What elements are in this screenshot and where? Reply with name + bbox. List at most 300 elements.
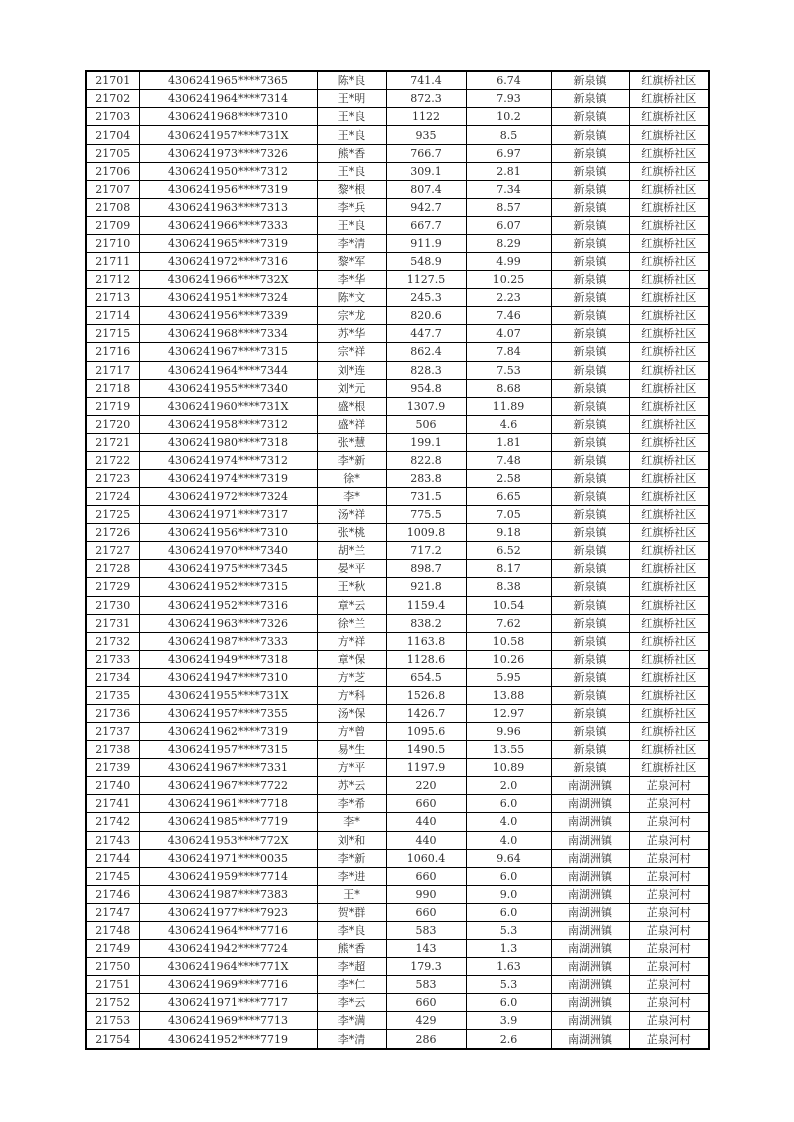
cell-town: 新泉镇 [551, 542, 629, 560]
cell-masked-id-number: 4306241972****7316 [139, 253, 317, 271]
cell-serial-number: 21709 [86, 216, 139, 234]
cell-amount-primary: 548.9 [386, 253, 466, 271]
cell-amount-secondary: 10.26 [466, 650, 551, 668]
table-row [86, 632, 709, 650]
cell-amount-secondary: 5.3 [466, 921, 551, 939]
cell-town: 新泉镇 [551, 650, 629, 668]
cell-amount-primary: 1197.9 [386, 759, 466, 777]
cell-masked-id-number: 4306241965****7319 [139, 234, 317, 252]
cell-masked-id-number: 4306241987****7383 [139, 885, 317, 903]
cell-amount-primary: 179.3 [386, 958, 466, 976]
cell-amount-primary: 775.5 [386, 506, 466, 524]
cell-masked-id-number: 4306241968****7310 [139, 108, 317, 126]
cell-masked-id-number: 4306241965****7365 [139, 71, 317, 90]
cell-amount-primary: 807.4 [386, 180, 466, 198]
cell-masked-id-number: 4306241958****7312 [139, 415, 317, 433]
cell-village: 红旗桥社区 [629, 361, 709, 379]
cell-masked-name: 胡*兰 [317, 542, 386, 560]
cell-amount-primary: 199.1 [386, 433, 466, 451]
table-row [86, 415, 709, 433]
cell-masked-id-number: 4306241973****7326 [139, 144, 317, 162]
cell-masked-name: 方*祥 [317, 632, 386, 650]
cell-town: 新泉镇 [551, 108, 629, 126]
cell-village: 红旗桥社区 [629, 343, 709, 361]
cell-masked-id-number: 4306241967****7331 [139, 759, 317, 777]
cell-town: 新泉镇 [551, 469, 629, 487]
cell-masked-id-number: 4306241963****7313 [139, 198, 317, 216]
cell-town: 新泉镇 [551, 144, 629, 162]
cell-amount-primary: 921.8 [386, 578, 466, 596]
table-row [86, 488, 709, 506]
cell-town: 新泉镇 [551, 560, 629, 578]
cell-amount-primary: 220 [386, 777, 466, 795]
cell-town: 新泉镇 [551, 415, 629, 433]
cell-serial-number: 21730 [86, 596, 139, 614]
cell-serial-number: 21733 [86, 650, 139, 668]
table-row [86, 307, 709, 325]
cell-masked-id-number: 4306241951****7324 [139, 289, 317, 307]
cell-village: 芷泉河村 [629, 1012, 709, 1030]
table-row [86, 90, 709, 108]
cell-town: 新泉镇 [551, 723, 629, 741]
cell-serial-number: 21747 [86, 903, 139, 921]
cell-village: 红旗桥社区 [629, 379, 709, 397]
cell-village: 红旗桥社区 [629, 433, 709, 451]
cell-masked-id-number: 4306241964****771X [139, 958, 317, 976]
table-row [86, 867, 709, 885]
table-row [86, 433, 709, 451]
cell-serial-number: 21752 [86, 994, 139, 1012]
cell-masked-name: 章*保 [317, 650, 386, 668]
cell-amount-primary: 654.5 [386, 668, 466, 686]
cell-amount-primary: 990 [386, 885, 466, 903]
cell-town: 南湖洲镇 [551, 849, 629, 867]
cell-town: 新泉镇 [551, 180, 629, 198]
cell-amount-primary: 1128.6 [386, 650, 466, 668]
cell-village: 芷泉河村 [629, 940, 709, 958]
cell-amount-secondary: 6.07 [466, 216, 551, 234]
cell-town: 南湖洲镇 [551, 940, 629, 958]
cell-amount-secondary: 4.0 [466, 813, 551, 831]
cell-amount-secondary: 9.96 [466, 723, 551, 741]
cell-masked-name: 王*良 [317, 162, 386, 180]
cell-masked-name: 苏*华 [317, 325, 386, 343]
records-table [85, 70, 710, 1050]
cell-amount-secondary: 8.17 [466, 560, 551, 578]
cell-amount-primary: 1127.5 [386, 271, 466, 289]
cell-masked-name: 贺*群 [317, 903, 386, 921]
cell-serial-number: 21714 [86, 307, 139, 325]
cell-amount-primary: 1526.8 [386, 686, 466, 704]
cell-amount-primary: 935 [386, 126, 466, 144]
cell-serial-number: 21717 [86, 361, 139, 379]
cell-village: 红旗桥社区 [629, 686, 709, 704]
cell-masked-id-number: 4306241985****7719 [139, 813, 317, 831]
cell-masked-name: 熊*香 [317, 144, 386, 162]
cell-village: 红旗桥社区 [629, 271, 709, 289]
cell-amount-primary: 766.7 [386, 144, 466, 162]
cell-masked-name: 徐* [317, 469, 386, 487]
cell-village: 芷泉河村 [629, 777, 709, 795]
cell-amount-primary: 1159.4 [386, 596, 466, 614]
cell-masked-name: 李* [317, 813, 386, 831]
cell-serial-number: 21753 [86, 1012, 139, 1030]
cell-amount-secondary: 4.6 [466, 415, 551, 433]
cell-amount-primary: 660 [386, 994, 466, 1012]
cell-village: 红旗桥社区 [629, 596, 709, 614]
cell-town: 南湖洲镇 [551, 976, 629, 994]
cell-village: 红旗桥社区 [629, 108, 709, 126]
cell-town: 新泉镇 [551, 343, 629, 361]
cell-village: 芷泉河村 [629, 813, 709, 831]
cell-serial-number: 21724 [86, 488, 139, 506]
cell-town: 南湖洲镇 [551, 958, 629, 976]
cell-amount-secondary: 9.0 [466, 885, 551, 903]
cell-village: 红旗桥社区 [629, 325, 709, 343]
table-row [86, 71, 709, 90]
cell-village: 芷泉河村 [629, 885, 709, 903]
cell-village: 芷泉河村 [629, 867, 709, 885]
cell-masked-name: 刘*元 [317, 379, 386, 397]
cell-village: 红旗桥社区 [629, 741, 709, 759]
cell-amount-secondary: 2.6 [466, 1030, 551, 1049]
cell-amount-secondary: 7.05 [466, 506, 551, 524]
cell-masked-name: 黎*根 [317, 180, 386, 198]
cell-village: 芷泉河村 [629, 903, 709, 921]
cell-village: 芷泉河村 [629, 849, 709, 867]
cell-masked-name: 方*平 [317, 759, 386, 777]
cell-amount-primary: 440 [386, 813, 466, 831]
cell-town: 新泉镇 [551, 433, 629, 451]
table-row [86, 831, 709, 849]
cell-amount-primary: 660 [386, 903, 466, 921]
table-row [86, 216, 709, 234]
table-row [86, 813, 709, 831]
table-row [86, 704, 709, 722]
table-row [86, 180, 709, 198]
cell-masked-id-number: 4306241967****7315 [139, 343, 317, 361]
cell-amount-secondary: 8.5 [466, 126, 551, 144]
cell-amount-primary: 660 [386, 867, 466, 885]
cell-village: 红旗桥社区 [629, 234, 709, 252]
cell-masked-name: 李*清 [317, 1030, 386, 1049]
cell-amount-primary: 862.4 [386, 343, 466, 361]
cell-masked-name: 陈*文 [317, 289, 386, 307]
cell-amount-secondary: 9.64 [466, 849, 551, 867]
cell-masked-name: 黎*军 [317, 253, 386, 271]
cell-amount-secondary: 6.97 [466, 144, 551, 162]
cell-masked-name: 汤*祥 [317, 506, 386, 524]
cell-masked-name: 章*云 [317, 596, 386, 614]
cell-amount-secondary: 13.88 [466, 686, 551, 704]
table-row [86, 560, 709, 578]
cell-masked-id-number: 4306241956****7319 [139, 180, 317, 198]
table-row [86, 144, 709, 162]
cell-serial-number: 21723 [86, 469, 139, 487]
cell-masked-id-number: 4306241980****7318 [139, 433, 317, 451]
cell-serial-number: 21728 [86, 560, 139, 578]
table-row [86, 361, 709, 379]
cell-masked-name: 李*良 [317, 921, 386, 939]
cell-masked-id-number: 4306241953****772X [139, 831, 317, 849]
cell-town: 南湖洲镇 [551, 903, 629, 921]
cell-amount-secondary: 7.48 [466, 451, 551, 469]
cell-village: 红旗桥社区 [629, 415, 709, 433]
cell-serial-number: 21727 [86, 542, 139, 560]
table-row [86, 271, 709, 289]
cell-masked-id-number: 4306241969****7713 [139, 1012, 317, 1030]
cell-amount-secondary: 6.0 [466, 994, 551, 1012]
cell-village: 红旗桥社区 [629, 144, 709, 162]
cell-masked-name: 李*华 [317, 271, 386, 289]
cell-masked-id-number: 4306241972****7324 [139, 488, 317, 506]
cell-amount-primary: 1009.8 [386, 524, 466, 542]
cell-masked-name: 王*秋 [317, 578, 386, 596]
cell-town: 新泉镇 [551, 271, 629, 289]
cell-village: 红旗桥社区 [629, 469, 709, 487]
cell-serial-number: 21710 [86, 234, 139, 252]
cell-serial-number: 21737 [86, 723, 139, 741]
cell-village: 芷泉河村 [629, 1030, 709, 1049]
table-row [86, 343, 709, 361]
cell-town: 新泉镇 [551, 578, 629, 596]
table-row [86, 958, 709, 976]
cell-amount-secondary: 2.58 [466, 469, 551, 487]
cell-amount-secondary: 4.07 [466, 325, 551, 343]
cell-amount-secondary: 10.2 [466, 108, 551, 126]
cell-town: 新泉镇 [551, 741, 629, 759]
cell-masked-id-number: 4306241956****7339 [139, 307, 317, 325]
cell-amount-secondary: 4.99 [466, 253, 551, 271]
cell-serial-number: 21739 [86, 759, 139, 777]
table-row [86, 668, 709, 686]
cell-amount-secondary: 6.0 [466, 903, 551, 921]
table-row [86, 741, 709, 759]
cell-masked-name: 李*新 [317, 451, 386, 469]
cell-amount-secondary: 7.84 [466, 343, 551, 361]
cell-village: 红旗桥社区 [629, 560, 709, 578]
records-table-body [86, 71, 709, 1049]
cell-town: 南湖洲镇 [551, 1012, 629, 1030]
table-row [86, 524, 709, 542]
cell-village: 红旗桥社区 [629, 759, 709, 777]
cell-amount-secondary: 1.3 [466, 940, 551, 958]
table-row [86, 108, 709, 126]
cell-amount-primary: 898.7 [386, 560, 466, 578]
cell-amount-primary: 143 [386, 940, 466, 958]
cell-serial-number: 21718 [86, 379, 139, 397]
cell-village: 红旗桥社区 [629, 126, 709, 144]
cell-amount-secondary: 6.74 [466, 71, 551, 90]
cell-amount-secondary: 8.57 [466, 198, 551, 216]
cell-town: 南湖洲镇 [551, 867, 629, 885]
table-row [86, 126, 709, 144]
cell-masked-name: 苏*云 [317, 777, 386, 795]
cell-masked-id-number: 4306241975****7345 [139, 560, 317, 578]
cell-amount-secondary: 6.65 [466, 488, 551, 506]
cell-masked-name: 刘*和 [317, 831, 386, 849]
cell-amount-secondary: 8.38 [466, 578, 551, 596]
cell-town: 新泉镇 [551, 361, 629, 379]
cell-serial-number: 21743 [86, 831, 139, 849]
cell-masked-id-number: 4306241949****7318 [139, 650, 317, 668]
table-row [86, 596, 709, 614]
cell-amount-secondary: 6.0 [466, 795, 551, 813]
cell-amount-secondary: 5.95 [466, 668, 551, 686]
cell-serial-number: 21726 [86, 524, 139, 542]
cell-village: 红旗桥社区 [629, 289, 709, 307]
table-row [86, 397, 709, 415]
cell-masked-name: 晏*平 [317, 560, 386, 578]
table-row [86, 253, 709, 271]
table-row [86, 542, 709, 560]
cell-amount-primary: 1060.4 [386, 849, 466, 867]
table-row [86, 1030, 709, 1049]
cell-village: 芷泉河村 [629, 921, 709, 939]
cell-town: 新泉镇 [551, 704, 629, 722]
cell-masked-name: 李*新 [317, 849, 386, 867]
cell-town: 新泉镇 [551, 379, 629, 397]
cell-town: 南湖洲镇 [551, 777, 629, 795]
cell-town: 南湖洲镇 [551, 994, 629, 1012]
cell-serial-number: 21720 [86, 415, 139, 433]
cell-masked-name: 张*桃 [317, 524, 386, 542]
cell-amount-secondary: 4.0 [466, 831, 551, 849]
cell-amount-primary: 741.4 [386, 71, 466, 90]
table-row [86, 289, 709, 307]
cell-amount-secondary: 7.93 [466, 90, 551, 108]
cell-village: 红旗桥社区 [629, 723, 709, 741]
cell-amount-primary: 1426.7 [386, 704, 466, 722]
cell-town: 新泉镇 [551, 668, 629, 686]
cell-serial-number: 21744 [86, 849, 139, 867]
cell-masked-id-number: 4306241967****7722 [139, 777, 317, 795]
cell-amount-primary: 822.8 [386, 451, 466, 469]
cell-village: 红旗桥社区 [629, 632, 709, 650]
cell-serial-number: 21745 [86, 867, 139, 885]
cell-serial-number: 21732 [86, 632, 139, 650]
cell-amount-secondary: 7.46 [466, 307, 551, 325]
cell-masked-id-number: 4306241968****7334 [139, 325, 317, 343]
cell-town: 新泉镇 [551, 397, 629, 415]
cell-amount-secondary: 7.62 [466, 614, 551, 632]
cell-serial-number: 21716 [86, 343, 139, 361]
cell-serial-number: 21701 [86, 71, 139, 90]
cell-town: 新泉镇 [551, 253, 629, 271]
cell-town: 南湖洲镇 [551, 813, 629, 831]
cell-masked-id-number: 4306241971****7717 [139, 994, 317, 1012]
cell-town: 新泉镇 [551, 632, 629, 650]
cell-village: 芷泉河村 [629, 795, 709, 813]
table-row [86, 650, 709, 668]
cell-masked-name: 李*清 [317, 234, 386, 252]
cell-village: 红旗桥社区 [629, 90, 709, 108]
cell-amount-primary: 447.7 [386, 325, 466, 343]
table-row [86, 379, 709, 397]
cell-serial-number: 21740 [86, 777, 139, 795]
cell-amount-primary: 506 [386, 415, 466, 433]
cell-town: 新泉镇 [551, 307, 629, 325]
cell-town: 南湖洲镇 [551, 921, 629, 939]
table-row [86, 686, 709, 704]
cell-masked-id-number: 4306241961****7718 [139, 795, 317, 813]
cell-village: 红旗桥社区 [629, 71, 709, 90]
cell-serial-number: 21742 [86, 813, 139, 831]
cell-amount-secondary: 1.63 [466, 958, 551, 976]
table-row [86, 506, 709, 524]
cell-serial-number: 21703 [86, 108, 139, 126]
cell-serial-number: 21707 [86, 180, 139, 198]
cell-masked-name: 王*良 [317, 126, 386, 144]
cell-serial-number: 21746 [86, 885, 139, 903]
cell-serial-number: 21719 [86, 397, 139, 415]
cell-town: 新泉镇 [551, 451, 629, 469]
cell-serial-number: 21713 [86, 289, 139, 307]
cell-serial-number: 21734 [86, 668, 139, 686]
cell-amount-primary: 286 [386, 1030, 466, 1049]
cell-masked-name: 王*良 [317, 216, 386, 234]
cell-masked-id-number: 4306241956****7310 [139, 524, 317, 542]
cell-amount-primary: 667.7 [386, 216, 466, 234]
cell-amount-primary: 954.8 [386, 379, 466, 397]
cell-town: 新泉镇 [551, 524, 629, 542]
cell-masked-id-number: 4306241950****7312 [139, 162, 317, 180]
table-row [86, 198, 709, 216]
cell-amount-secondary: 3.9 [466, 1012, 551, 1030]
cell-serial-number: 21715 [86, 325, 139, 343]
cell-masked-name: 张*慧 [317, 433, 386, 451]
cell-serial-number: 21736 [86, 704, 139, 722]
cell-serial-number: 21704 [86, 126, 139, 144]
cell-masked-id-number: 4306241987****7333 [139, 632, 317, 650]
cell-town: 新泉镇 [551, 71, 629, 90]
cell-masked-name: 李*云 [317, 994, 386, 1012]
cell-masked-id-number: 4306241957****731X [139, 126, 317, 144]
table-row [86, 1012, 709, 1030]
cell-village: 红旗桥社区 [629, 542, 709, 560]
cell-masked-id-number: 4306241959****7714 [139, 867, 317, 885]
cell-town: 新泉镇 [551, 325, 629, 343]
cell-masked-id-number: 4306241960****731X [139, 397, 317, 415]
cell-village: 红旗桥社区 [629, 506, 709, 524]
cell-town: 新泉镇 [551, 759, 629, 777]
table-row [86, 849, 709, 867]
cell-serial-number: 21708 [86, 198, 139, 216]
cell-serial-number: 21722 [86, 451, 139, 469]
table-row [86, 234, 709, 252]
cell-masked-id-number: 4306241955****731X [139, 686, 317, 704]
cell-village: 红旗桥社区 [629, 650, 709, 668]
cell-village: 红旗桥社区 [629, 488, 709, 506]
cell-masked-id-number: 4306241964****7344 [139, 361, 317, 379]
table-row [86, 903, 709, 921]
cell-masked-id-number: 4306241964****7314 [139, 90, 317, 108]
cell-masked-name: 盛*祥 [317, 415, 386, 433]
table-row [86, 325, 709, 343]
cell-serial-number: 21751 [86, 976, 139, 994]
cell-town: 新泉镇 [551, 90, 629, 108]
cell-masked-name: 李*兵 [317, 198, 386, 216]
table-row [86, 469, 709, 487]
cell-masked-name: 方*芝 [317, 668, 386, 686]
cell-village: 红旗桥社区 [629, 307, 709, 325]
cell-amount-secondary: 2.23 [466, 289, 551, 307]
cell-masked-name: 宗*祥 [317, 343, 386, 361]
cell-village: 红旗桥社区 [629, 198, 709, 216]
table-row [86, 885, 709, 903]
cell-town: 新泉镇 [551, 596, 629, 614]
table-row [86, 451, 709, 469]
